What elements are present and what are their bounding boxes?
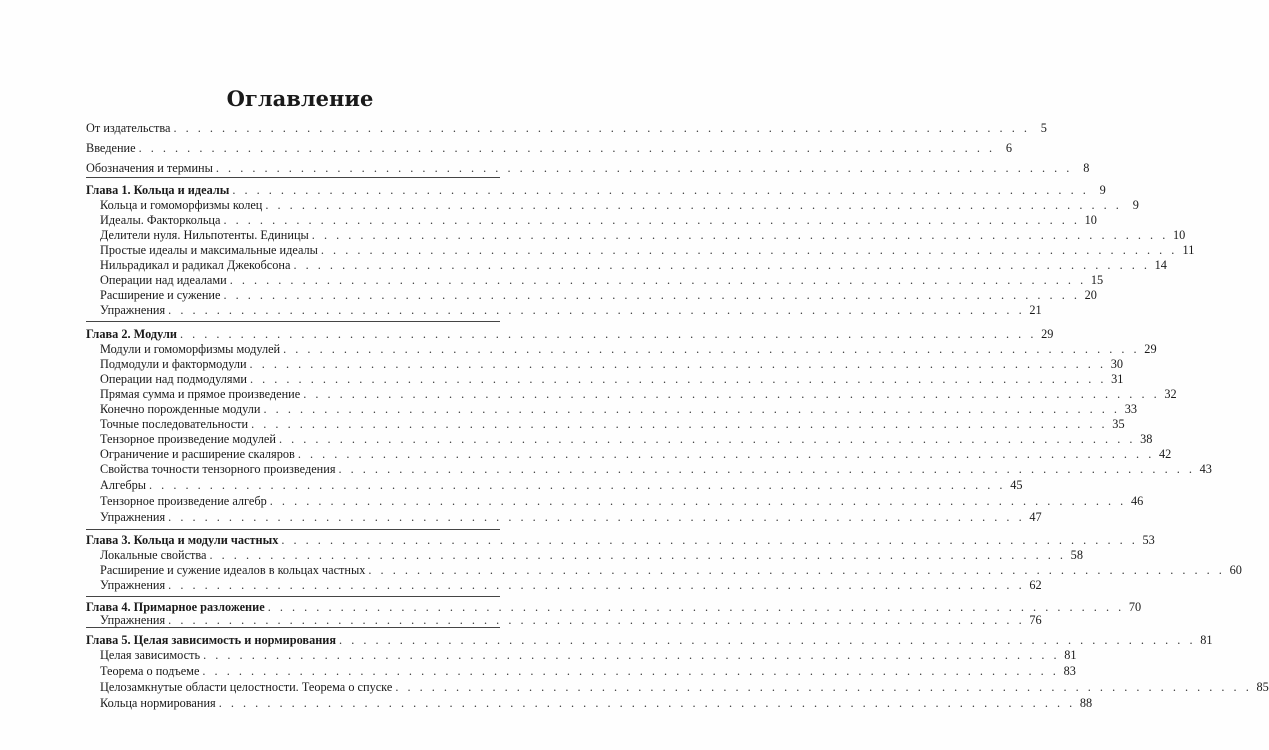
toc-entry-page: 81 [1200,633,1213,647]
toc-entry-page: 85 [1256,680,1269,694]
toc-entry[interactable]: Простые идеалы и максимальные идеалы . . . . . . . . . . . . . . . . . . . . . . . . . . . . . . . . . . . . . . . . . . . . . . . . . . . . . . . . . . . . . . . . . . . . . . . 11 [100,243,1195,257]
toc-entry[interactable]: Подмодули и фактормодули . . . . . . . . . . . . . . . . . . . . . . . . . . . . . . . . . . . . . . . . . . . . . . . . . . . . . . . . . . . . . . . . . . . . . . . 30 [100,357,1124,371]
toc-entry-page: 62 [1029,578,1042,592]
toc-entry-label: Глава 4. Примарное разложение [86,600,265,614]
toc-entry[interactable]: Упражнения . . . . . . . . . . . . . . . . . . . . . . . . . . . . . . . . . . . . . . . . . . . . . . . . . . . . . . . . . . . . . . . . . . . . . . . 21 [100,303,1042,317]
toc-entry-label: Прямая сумма и прямое произведение [100,387,301,401]
toc-entry[interactable]: Кольца нормирования . . . . . . . . . . . . . . . . . . . . . . . . . . . . . . . . . . . . . . . . . . . . . . . . . . . . . . . . . . . . . . . . . . . . . . . 88 [100,696,1093,710]
toc-entry-page: 76 [1029,613,1042,627]
toc-entry-page: 31 [1111,372,1124,386]
toc-entry-page: 32 [1164,387,1177,401]
toc-entry-page: 81 [1064,648,1077,662]
toc-entry[interactable]: Конечно порожденные модули . . . . . . . . . . . . . . . . . . . . . . . . . . . . . . . . . . . . . . . . . . . . . . . . . . . . . . . . . . . . . . . . . . . . . . . 33 [100,402,1137,416]
toc-entry-page: 11 [1182,243,1195,257]
toc-entry-page: 5 [1040,121,1047,135]
toc-entry[interactable]: Обозначения и термины . . . . . . . . . . . . . . . . . . . . . . . . . . . . . . . . . . . . . . . . . . . . . . . . . . . . . . . . . . . . . . . . . . . . . . . 8 [86,161,1090,175]
toc-entry-label: Операции над идеалами [100,273,227,287]
toc-entry-label: Упражнения [100,578,166,592]
toc-entry-page: 47 [1029,510,1042,524]
toc-entry-label: Глава 3. Кольца и модули частных [86,533,279,547]
toc-chapter[interactable]: Глава 5. Целая зависимость и нормирования . . . . . . . . . . . . . . . . . . . . . . . . . . . . . . . . . . . . . . . . . . . . . . . . . . . . . . . . . . . . . . . . . . . . . . . 81 [86,633,1213,647]
toc-entry-label: Подмодули и фактормодули [100,357,247,371]
toc-entry-label: Глава 2. Модули [86,327,177,341]
toc-entry-page: 45 [1010,478,1023,492]
toc-chapter[interactable]: Глава 1. Кольца и идеалы . . . . . . . . . . . . . . . . . . . . . . . . . . . . . . . . . . . . . . . . . . . . . . . . . . . . . . . . . . . . . . . . . . . . . . . 9 [86,183,1106,197]
toc-entry[interactable]: Локальные свойства . . . . . . . . . . . . . . . . . . . . . . . . . . . . . . . . . . . . . . . . . . . . . . . . . . . . . . . . . . . . . . . . . . . . . . . 58 [100,548,1083,562]
toc-entry[interactable]: Тензорное произведение алгебр . . . . . . . . . . . . . . . . . . . . . . . . . . . . . . . . . . . . . . . . . . . . . . . . . . . . . . . . . . . . . . . . . . . . . . . 46 [100,494,1144,508]
toc-entry-page: 70 [1128,600,1142,614]
divider [86,177,500,178]
toc-entry-label: Свойства точности тензорного произведения [100,462,336,476]
toc-entry[interactable]: Ограничение и расширение скаляров . . . . . . . . . . . . . . . . . . . . . . . . . . . . . . . . . . . . . . . . . . . . . . . . . . . . . . . . . . . . . . . . . . . . . . . 42 [100,447,1172,461]
divider [86,596,500,597]
toc-entry[interactable]: Упражнения . . . . . . . . . . . . . . . . . . . . . . . . . . . . . . . . . . . . . . . . . . . . . . . . . . . . . . . . . . . . . . . . . . . . . . . 62 [100,578,1042,592]
toc-entry-label: Точные последовательности [100,417,249,431]
toc-entry[interactable]: Теорема о подъеме . . . . . . . . . . . . . . . . . . . . . . . . . . . . . . . . . . . . . . . . . . . . . . . . . . . . . . . . . . . . . . . . . . . . . . . 83 [100,664,1076,678]
toc-entry-label: Целая зависимость [100,648,201,662]
toc-chapter[interactable]: Глава 2. Модули . . . . . . . . . . . . . . . . . . . . . . . . . . . . . . . . . . . . . . . . . . . . . . . . . . . . . . . . . . . . . . . . . . . . . . . 29 [86,327,1054,341]
toc-entry[interactable]: Операции над подмодулями . . . . . . . . . . . . . . . . . . . . . . . . . . . . . . . . . . . . . . . . . . . . . . . . . . . . . . . . . . . . . . . . . . . . . . . 31 [100,372,1124,386]
toc-entry-label: Расширение и сужение [100,288,221,302]
toc-entry-page: 6 [1005,141,1013,155]
toc-entry-page: 83 [1063,664,1076,678]
toc-entry-page: 10 [1084,213,1097,227]
toc-entry-page: 29 [1144,342,1157,356]
toc-entry-page: 9 [1132,198,1139,212]
toc-entry-label: Операции над подмодулями [100,372,247,386]
toc-entry-label: Ограничение и расширение скаляров [100,447,295,461]
toc-entry[interactable]: Упражнения . . . . . . . . . . . . . . . . . . . . . . . . . . . . . . . . . . . . . . . . . . . . . . . . . . . . . . . . . . . . . . . . . . . . . . . 47 [100,510,1042,524]
toc-entry-page: 30 [1110,357,1124,371]
toc-entry-label: Упражнения [100,613,166,627]
toc-entry-page: 58 [1070,548,1083,562]
toc-entry-label: Теорема о подъеме [100,664,200,678]
page-title: Оглавление [226,86,374,111]
toc-entry[interactable]: Модули и гомоморфизмы модулей . . . . . . . . . . . . . . . . . . . . . . . . . . . . . . . . . . . . . . . . . . . . . . . . . . . . . . . . . . . . . . . . . . . . . . . 29 [100,342,1157,356]
toc-entry-page: 88 [1079,696,1093,710]
toc-entry-page: 29 [1041,327,1054,341]
toc-entry[interactable]: Прямая сумма и прямое произведение . . . . . . . . . . . . . . . . . . . . . . . . . . . . . . . . . . . . . . . . . . . . . . . . . . . . . . . . . . . . . . . . . . . . . . . 32 [100,387,1177,401]
toc-entry-label: Глава 5. Целая зависимость и нормирования [86,633,337,647]
toc-entry-label: Простые идеалы и максимальные идеалы [100,243,318,257]
toc-entry-label: Целозамкнутые области целостности. Теорема о спуске [100,680,393,694]
toc-entry-label: Локальные свойства [100,548,207,562]
toc-entry[interactable]: Расширение и сужение . . . . . . . . . . . . . . . . . . . . . . . . . . . . . . . . . . . . . . . . . . . . . . . . . . . . . . . . . . . . . . . . . . . . . . . 20 [100,288,1097,302]
divider [86,321,500,322]
toc-entry-page: 42 [1158,447,1172,461]
toc-entry[interactable]: Тензорное произведение модулей . . . . . . . . . . . . . . . . . . . . . . . . . . . . . . . . . . . . . . . . . . . . . . . . . . . . . . . . . . . . . . . . . . . . . . . 38 [100,432,1153,446]
toc-entry[interactable]: Целозамкнутые области целостности. Теорема о спуске . . . . . . . . . . . . . . . . . . . . . . . . . . . . . . . . . . . . . . . . . . . . . . . . . . . . . . . . . . . . . . . . . . . . . . . 85 [100,680,1269,694]
toc-entry[interactable]: Точные последовательности . . . . . . . . . . . . . . . . . . . . . . . . . . . . . . . . . . . . . . . . . . . . . . . . . . . . . . . . . . . . . . . . . . . . . . . 35 [100,417,1125,431]
toc-entry[interactable]: Свойства точности тензорного произведения . . . . . . . . . . . . . . . . . . . . . . . . . . . . . . . . . . . . . . . . . . . . . . . . . . . . . . . . . . . . . . . . . . . . . . . 43 [100,462,1212,476]
toc-entry-label: Кольца и гомоморфизмы колец [100,198,263,212]
divider [86,529,500,530]
toc-entry-label: Введение [86,141,136,155]
toc-entry[interactable]: От издательства . . . . . . . . . . . . . . . . . . . . . . . . . . . . . . . . . . . . . . . . . . . . . . . . . . . . . . . . . . . . . . . . . . . . . . . 5 [86,121,1047,135]
toc-entry-label: Упражнения [100,303,166,317]
toc-entry[interactable]: Алгебры . . . . . . . . . . . . . . . . . . . . . . . . . . . . . . . . . . . . . . . . . . . . . . . . . . . . . . . . . . . . . . . . . . . . . . . 45 [100,478,1023,492]
toc-entry-label: Идеалы. Факторкольца [100,213,221,227]
toc-entry-label: От издательства [86,121,171,135]
toc-entry-label: Тензорное произведение модулей [100,432,276,446]
toc-entry-page: 43 [1199,462,1212,476]
toc-entry[interactable]: Расширение и сужение идеалов в кольцах частных . . . . . . . . . . . . . . . . . . . . . . . . . . . . . . . . . . . . . . . . . . . . . . . . . . . . . . . . . . . . . . . . . . . . . . . 60 [100,563,1242,577]
toc-entry-label: Обозначения и термины [86,161,213,175]
toc-entry-label: Алгебры [100,478,147,492]
toc-entry-page: 53 [1142,533,1155,547]
toc-entry-page: 10 [1172,228,1186,242]
toc-entry-label: Кольца нормирования [100,696,216,710]
toc-chapter[interactable]: Глава 4. Примарное разложение . . . . . . . . . . . . . . . . . . . . . . . . . . . . . . . . . . . . . . . . . . . . . . . . . . . . . . . . . . . . . . . . . . . . . . . 70 [86,600,1142,614]
toc-entry-label: Расширение и сужение идеалов в кольцах частных [100,563,366,577]
toc-entry-label: Упражнения [100,510,166,524]
toc-entry[interactable]: Упражнения . . . . . . . . . . . . . . . . . . . . . . . . . . . . . . . . . . . . . . . . . . . . . . . . . . . . . . . . . . . . . . . . . . . . . . . 76 [100,613,1042,627]
toc-entry-page: 21 [1029,303,1042,317]
toc-entry-page: 46 [1130,494,1144,508]
toc-entry-page: 38 [1140,432,1153,446]
toc-entry-label: Модули и гомоморфизмы модулей [100,342,281,356]
toc-entry-page: 60 [1229,563,1242,577]
toc-entry-label: Тензорное произведение алгебр [100,494,267,508]
toc-entry-label: Конечно порожденные модули [100,402,261,416]
toc-entry[interactable]: Введение . . . . . . . . . . . . . . . . . . . . . . . . . . . . . . . . . . . . . . . . . . . . . . . . . . . . . . . . . . . . . . . . . . . . . . . 6 [86,141,1013,155]
toc-entry[interactable]: Целая зависимость . . . . . . . . . . . . . . . . . . . . . . . . . . . . . . . . . . . . . . . . . . . . . . . . . . . . . . . . . . . . . . . . . . . . . . . 81 [100,648,1077,662]
toc-entry[interactable]: Идеалы. Факторкольца . . . . . . . . . . . . . . . . . . . . . . . . . . . . . . . . . . . . . . . . . . . . . . . . . . . . . . . . . . . . . . . . . . . . . . . 10 [100,213,1097,227]
toc-entry[interactable]: Делители нуля. Нильпотенты. Единицы . . . . . . . . . . . . . . . . . . . . . . . . . . . . . . . . . . . . . . . . . . . . . . . . . . . . . . . . . . . . . . . . . . . . . . . 10 [100,228,1186,242]
toc-entry-label: Глава 1. Кольца и идеалы [86,183,230,197]
toc-entry-page: 33 [1124,402,1137,416]
toc-entry[interactable]: Операции над идеалами . . . . . . . . . . . . . . . . . . . . . . . . . . . . . . . . . . . . . . . . . . . . . . . . . . . . . . . . . . . . . . . . . . . . . . . 15 [100,273,1104,287]
toc-entry-page: 14 [1154,258,1167,272]
toc-entry[interactable]: Кольца и гомоморфизмы колец . . . . . . . . . . . . . . . . . . . . . . . . . . . . . . . . . . . . . . . . . . . . . . . . . . . . . . . . . . . . . . . . . . . . . . . 9 [100,198,1139,212]
toc-entry-page: 9 [1099,183,1106,197]
toc-entry-page: 35 [1112,417,1125,431]
toc-entry-label: Нильрадикал и радикал Джекобсона [100,258,291,272]
toc-entry[interactable]: Нильрадикал и радикал Джекобсона . . . . . . . . . . . . . . . . . . . . . . . . . . . . . . . . . . . . . . . . . . . . . . . . . . . . . . . . . . . . . . . . . . . . . . . 14 [100,258,1167,272]
toc-entry-label: Делители нуля. Нильпотенты. Единицы [100,228,309,242]
toc-entry-page: 15 [1090,273,1104,287]
toc-entry-page: 20 [1084,288,1097,302]
toc-chapter[interactable]: Глава 3. Кольца и модули частных . . . . . . . . . . . . . . . . . . . . . . . . . . . . . . . . . . . . . . . . . . . . . . . . . . . . . . . . . . . . . . . . . . . . . . . 53 [86,533,1155,547]
toc-entry-page: 8 [1083,161,1090,175]
